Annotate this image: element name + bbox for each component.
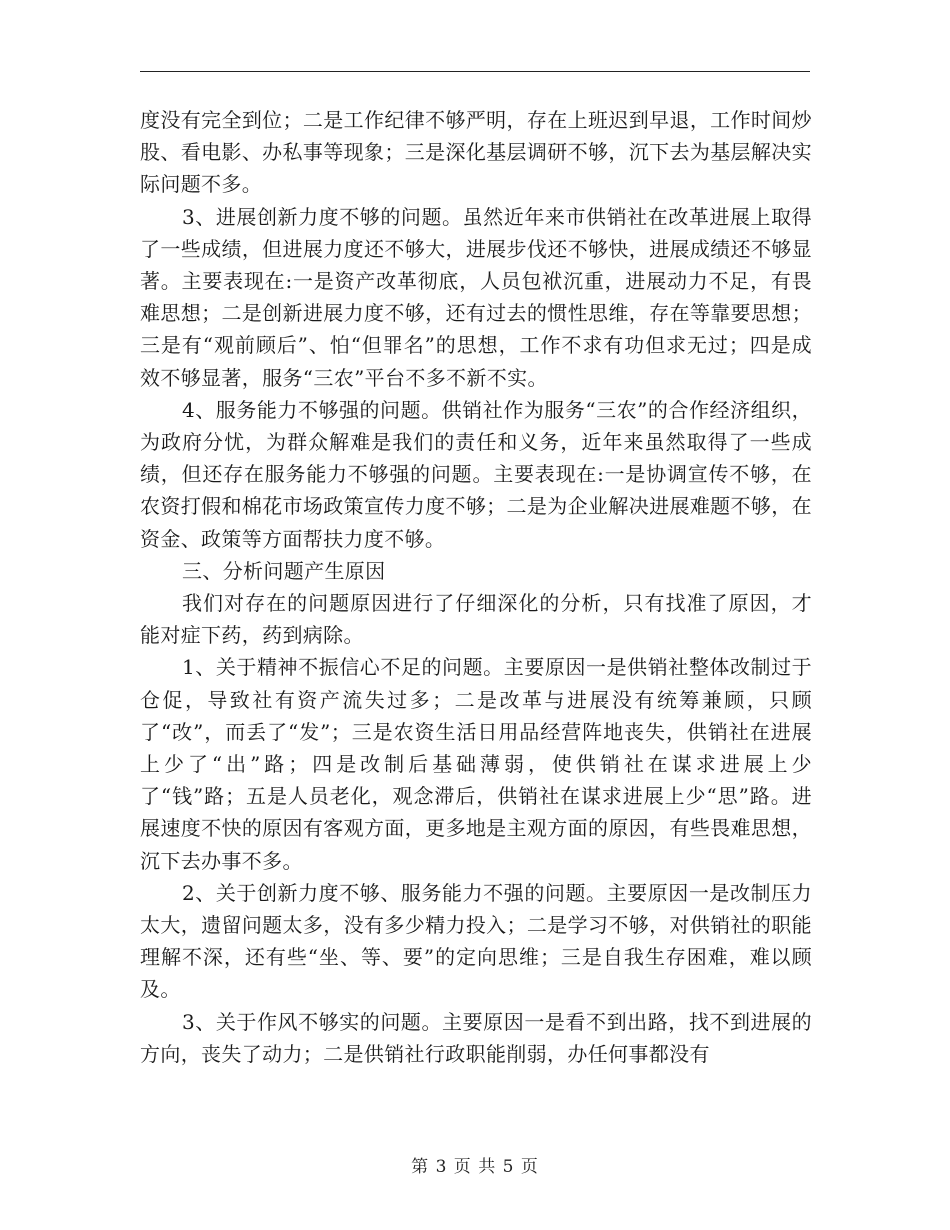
paragraph-cause-3: 3、关于作风不够实的问题。主要原因一是看不到出路，找不到进展的方向，丧失了动力；二是供销社行政职能削弱，办任何事都没有: [140, 1009, 812, 1066]
paragraph-intro-analysis: 我们对存在的问题原因进行了仔细深化的分析，只有找准了原因，才能对症下药，药到病除。: [140, 591, 812, 648]
page-footer: 第 3 页 共 5 页: [411, 1157, 539, 1177]
paragraph-cause-2: 2、关于创新力度不够、服务能力不强的问题。主要原因一是改制压力太大，遗留问题太多，没有多少精力投入；二是学习不够，对供销社的职能理解不深，还有些“坐、等、要”的定向思维；三是自我生存困难，难以顾及。: [140, 880, 812, 1002]
paragraph-continued: 度没有完全到位；二是工作纪律不够严明，存在上班迟到早退，工作时间炒股、看电影、办私事等现象；三是深化基层调研不够，沉下去为基层解决实际问题不多。: [140, 108, 812, 197]
paragraph-item-3-innovation: 3、进展创新力度不够的问题。虽然近年来市供销社在改革进展上取得了一些成绩，但进展力度还不够大，进展步伐还不够快，进展成绩还不够显著。主要表现在:一是资产改革彻底，人员包袱沉重，进展动力不足，有畏难思想；二是创新进展力度不够，还有过去的惯性思维，存在等靠要思想；三是有“观前顾后”、怕“但罪名”的思想，工作不求有功但求无过；四是成效不够显著，服务“三农”平台不多不新不实。: [140, 204, 812, 390]
section-heading-causes: 三、分析问题产生原因: [182, 558, 386, 583]
document-body: [140, 104, 812, 1070]
header-rule: [140, 71, 810, 72]
paragraph-cause-1: 1、关于精神不振信心不足的问题。主要原因一是供销社整体改制过于仓促，导致社有资产流失过多；二是改革与进展没有统筹兼顾，只顾了“改”，而丢了“发”；三是农资生活日用品经营阵地丧失，供销社在进展上少了“出”路；四是改制后基础薄弱，使供销社在谋求进展上少了“钱”路；五是人员老化，观念滞后，供销社在谋求进展上少“思”路。进展速度不快的原因有客观方面，更多地是主观方面的原因，有些畏难思想，沉下去办事不多。: [140, 655, 812, 873]
paragraph-item-4-service: 4、服务能力不够强的问题。供销社作为服务“三农”的合作经济组织，为政府分忧，为群众解难是我们的责任和义务，近年来虽然取得了一些成绩，但还存在服务能力不够强的问题。主要表现在:一是协调宣传不够，在农资打假和棉花市场政策宣传力度不够；二是为企业解决进展难题不够，在资金、政策等方面帮扶力度不够。: [140, 397, 812, 551]
